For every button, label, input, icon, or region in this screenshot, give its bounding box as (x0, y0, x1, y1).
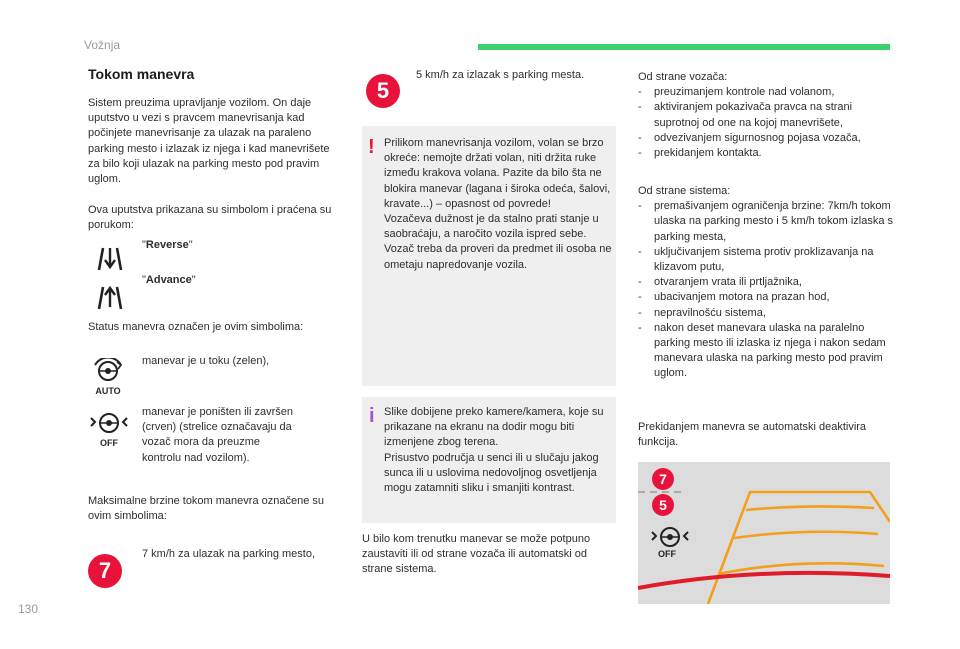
driver-section (638, 70, 894, 161)
system-item: - uključivanjem sistema protiv proklizavanja na klizavom putu, (638, 245, 894, 275)
section-heading: Tokom manevra (88, 66, 195, 82)
status-active-text: manevar je u toku (zelen), (142, 355, 270, 367)
driver-item: - odvezivanjem sigurnosnog pojasa vozača, (638, 131, 894, 146)
system-item: - nakon deset manevara ulaska na paralelno parking mesto ili izlaska iz njega i nakon sedam manevara ulaska na parking mesto pod pravim uglom. (638, 321, 894, 382)
system-section (638, 184, 894, 382)
symbols-intro: Ova uputstva prikazana su simbolom i praćena su porukom: (88, 204, 332, 232)
reverse-icon (93, 244, 127, 272)
warning-text: Prilikom manevrisanja vozilom, volan se brzo okreće: nemojte držati volan, niti držita ruke između krakova volana. Pazite da bilo šta ne blokira manevar (lagana i široka odeća, šalovi, kravate...) – opasnost od povrede! Vozačeva dužnost je da stalno prati stanje u saobraćaju, a naročito vozila ispred sebe. Vozač treba da proveri da predmet ili osoba ne ometaju napredovanje vozila. (384, 137, 612, 271)
info-icon: i (369, 405, 375, 427)
speed-5-mini-badge: 5 (652, 494, 674, 516)
auto-deactivate-text: Prekidanjem manevra se automatski deaktivira funkcija. (638, 421, 867, 449)
driver-item: - aktiviranjem pokazivača pravca na strani suprotnoj od one na kojoj manevrišete, (638, 100, 894, 130)
page-number: 130 (18, 602, 39, 616)
driver-item: - prekidanjem kontakta. (638, 146, 894, 161)
reverse-message: "Reverse" (142, 239, 193, 251)
advance-message: "Advance" (142, 274, 196, 286)
speed-intro: Maksimalne brzine tokom manevra označene su ovim simbolima: (88, 495, 325, 523)
system-item: - otvaranjem vrata ili prtljažnika, (638, 275, 894, 290)
warning-box (362, 126, 616, 386)
driver-item: - preuzimanjem kontrole nad volanom, (638, 85, 894, 100)
section-title: Vožnja (84, 38, 121, 52)
speed-7-badge: 7 (88, 554, 122, 588)
advance-icon (93, 283, 127, 311)
info-box (362, 397, 616, 523)
speed-5-badge: 5 (366, 74, 400, 108)
steering-auto-icon (88, 358, 128, 396)
camera-guide-lines (638, 462, 890, 604)
intro-paragraph: Sistem preuzima upravljanje vozilom. On daje uputstvo u vezi s pravcem manevrisanja kad počinjete manevrisanje za ulazak na paraleno parking mesto i izlazak iz njega i kad manevrišete za bilo koji ulazak na parking mesto pod pravim uglom. (88, 97, 330, 186)
off-label: OFF (100, 438, 118, 448)
warning-icon: ! (368, 136, 375, 158)
auto-label: AUTO (95, 386, 121, 396)
speed-5-text: 5 km/h za izlazak s parking mesta. (416, 69, 585, 81)
status-cancelled-text: manevar je poništen ili završen (crven) (strelice označavaju da vozač mora da preuzme kontrolu nad vozilom). (142, 406, 294, 464)
off-mini-label: OFF (658, 549, 676, 559)
system-item: - nepravilnošću sistema, (638, 306, 894, 321)
section-accent-bar (478, 44, 890, 50)
system-item: - ubacivanjem motora na prazan hod, (638, 290, 894, 305)
speed-7-mini-badge: 7 (652, 468, 674, 490)
system-item: - premašivanjem ograničenja brzine: 7km/h tokom ulaska na parking mesto i 5 km/h tokom izlaska s parking mesta, (638, 199, 894, 245)
system-intro: Od strane sistema: (638, 185, 731, 197)
speed-7-text: 7 km/h za ulazak na parking mesto, (142, 548, 316, 560)
steering-off-icon (88, 410, 130, 448)
info-text: Slike dobijene preko kamere/kamera, koje su prikazane na ekranu na dodir mogu biti izmenjene zbog terena. Prisustvo područja u senci ili u slučaju jakog sunca ili u uslovima nedovoljnog osvetljenja mogu zatamniti sliku i smanjiti kontrast. (384, 406, 604, 495)
interrupt-paragraph: U bilo kom trenutku manevar se može potpuno zaustaviti ili od strane vozača ili automatski od strane sistema. (362, 533, 591, 576)
status-intro: Status manevra označen je ovim simbolima: (88, 321, 304, 333)
driver-intro: Od strane vozača: (638, 71, 728, 83)
rear-camera-illustration (638, 462, 890, 604)
